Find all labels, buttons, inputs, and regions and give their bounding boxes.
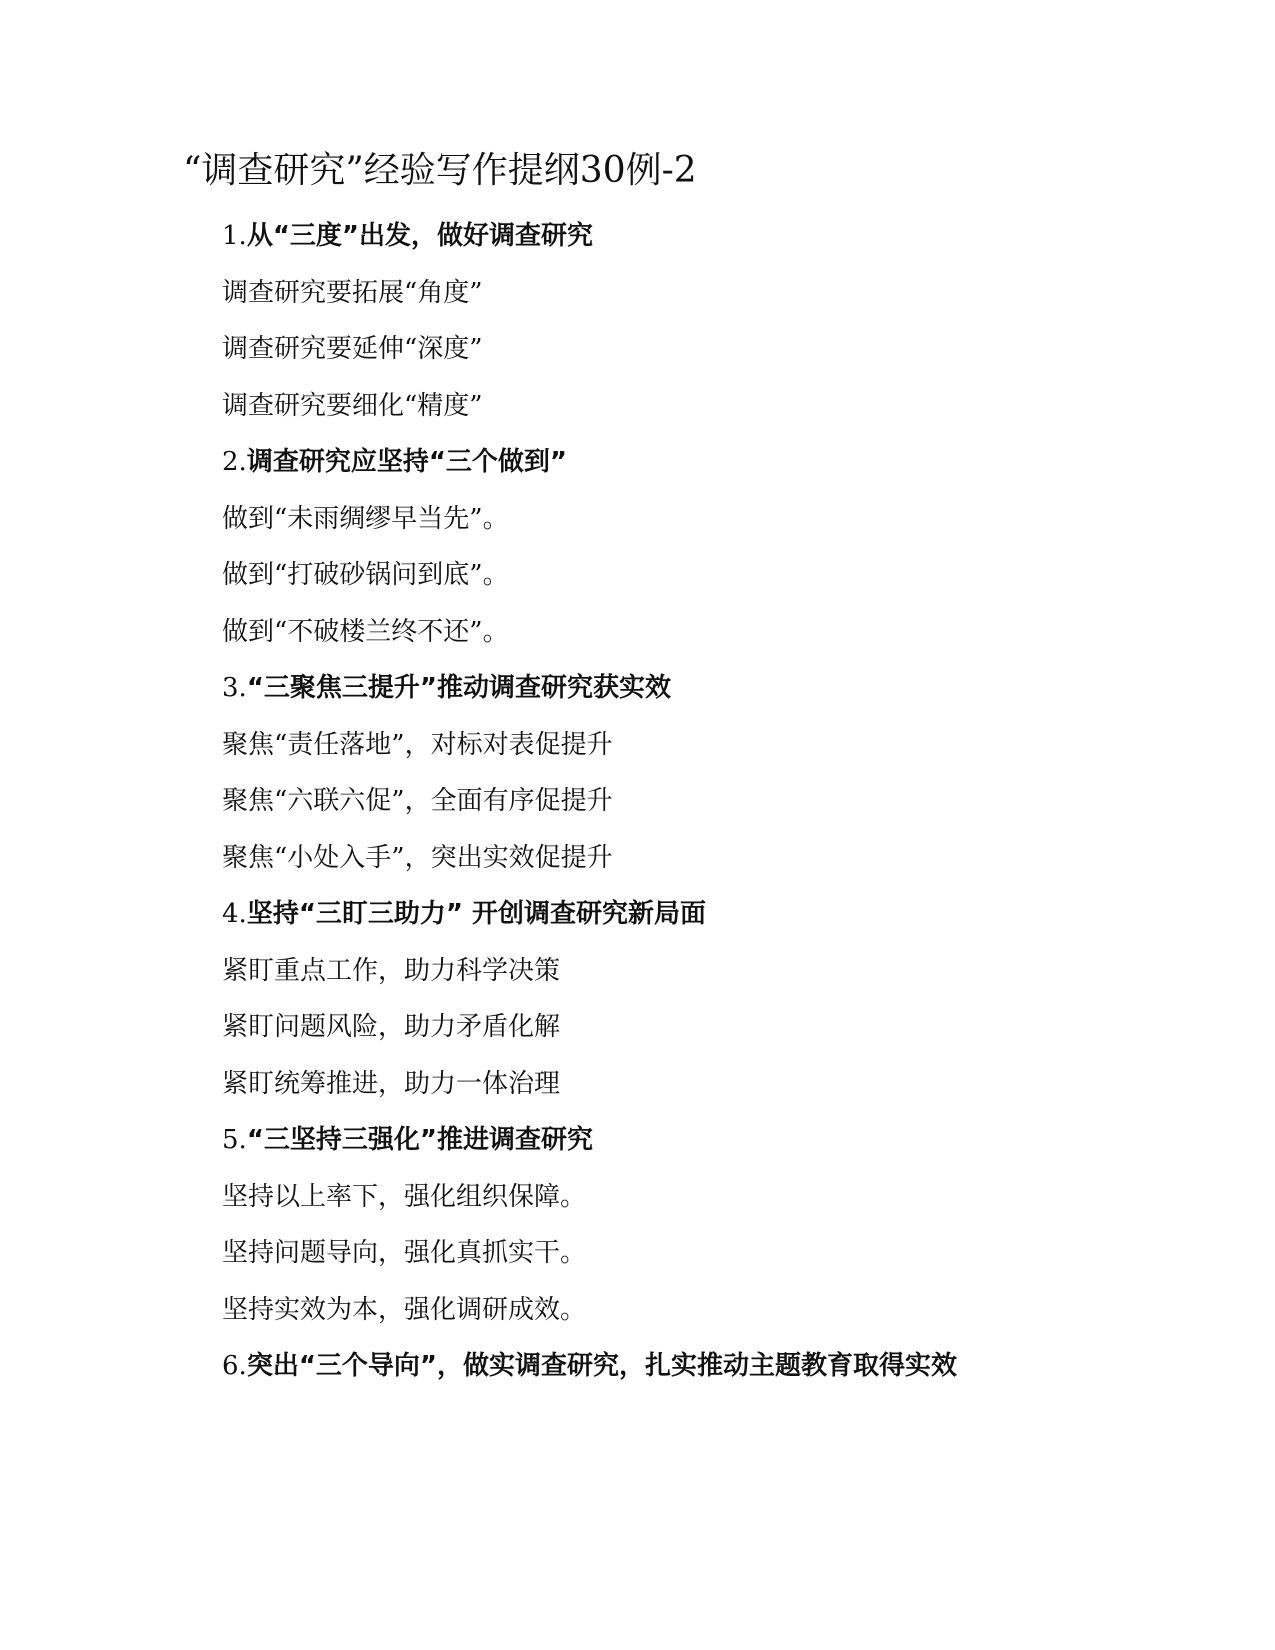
section-heading-text: 从“三度”出发，做好调查研究	[246, 221, 593, 251]
outline-item: 调查研究要细化“精度”	[222, 390, 483, 421]
outline-item: 聚焦“责任落地”，对标对表促提升	[222, 729, 613, 760]
section-number: 5.	[222, 1125, 247, 1155]
outline-item: 紧盯重点工作，助力科学决策	[222, 955, 561, 986]
outline-item: 调查研究要延伸“深度”	[222, 334, 483, 364]
section-number: 1.	[222, 221, 247, 251]
section-heading	[222, 666, 1222, 723]
section-heading	[222, 892, 1222, 949]
outline-item: 调查研究要拓展“角度”	[222, 277, 483, 308]
outline-item: 坚持实效为本，强化调研成效。	[222, 1294, 587, 1325]
section-heading-text: 调查研究应坚持“三个做到”	[246, 447, 567, 477]
section-heading-text: 坚持“三盯三助力” 开创调查研究新局面	[246, 899, 707, 929]
outline-item: 做到“未雨绸缪早当先”。	[222, 503, 509, 534]
document-title: “调查研究”经验写作提纲30例-2	[183, 150, 697, 191]
section-heading-text: 突出“三个导向”，做实调查研究，扎实推动主题教育取得实效	[246, 1351, 957, 1381]
outline-item: 坚持以上率下，强化组织保障。	[222, 1181, 587, 1212]
outline-item: 坚持问题导向，强化真抓实干。	[222, 1238, 587, 1268]
section-heading	[222, 440, 1222, 497]
section-number: 3.	[222, 673, 247, 703]
outline-item: 聚焦“六联六促”，全面有序促提升	[222, 786, 613, 816]
section-number: 6.	[222, 1351, 247, 1381]
section-number: 2.	[222, 447, 247, 477]
outline-item: 聚焦“小处入手”，突出实效促提升	[222, 842, 613, 873]
outline-item: 做到“打破砂锅问到底”。	[222, 560, 509, 590]
outline-item: 紧盯统筹推进，助力一体治理	[222, 1068, 561, 1099]
section-heading	[222, 214, 1222, 271]
outline-item: 紧盯问题风险，助力矛盾化解	[222, 1012, 561, 1042]
outline-item: 做到“不破楼兰终不还”。	[222, 616, 509, 647]
section-heading-text: “三聚焦三提升”推动调查研究获实效	[246, 673, 671, 703]
section-heading	[222, 1118, 1222, 1175]
section-heading	[222, 1344, 1222, 1401]
outline-sections	[222, 214, 1222, 1401]
section-heading-text: “三坚持三强化”推进调查研究	[246, 1125, 593, 1155]
section-number: 4.	[222, 899, 247, 929]
